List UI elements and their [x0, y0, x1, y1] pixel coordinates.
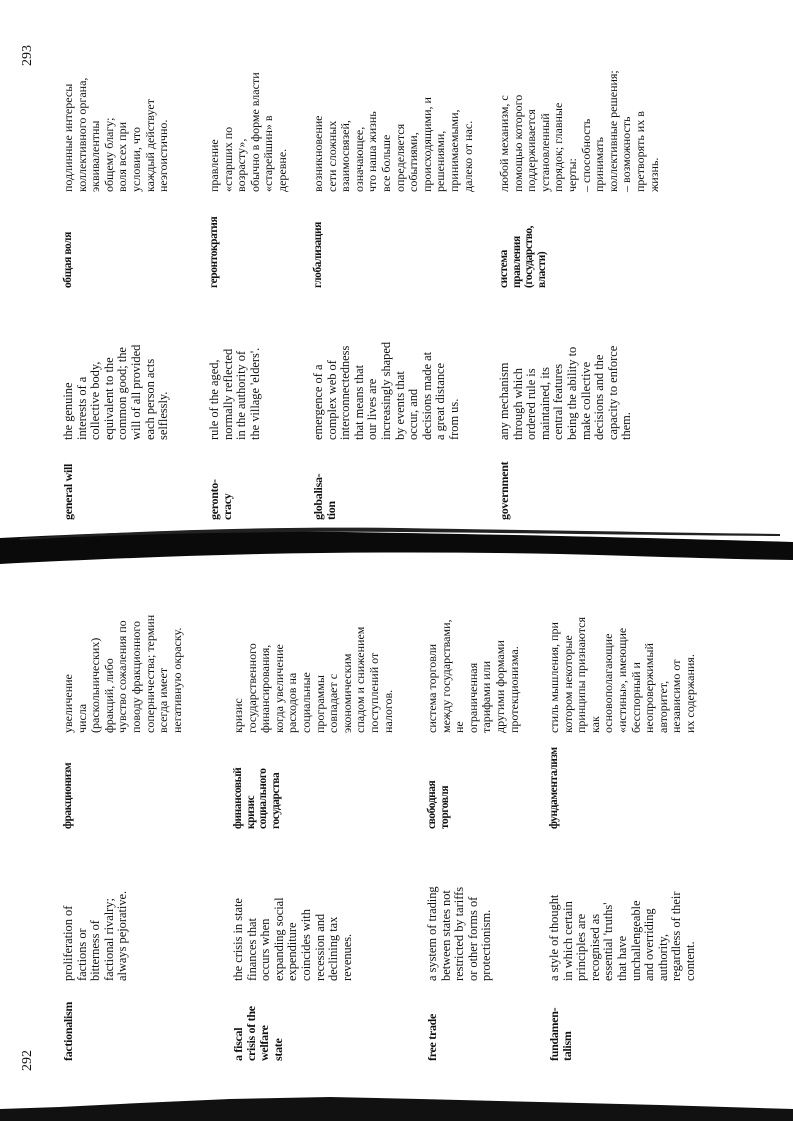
entry-ru-term: геронтократия: [208, 216, 220, 288]
entry-term: general will: [61, 463, 75, 520]
entry-definition: emergence of a complex web of interconnectedness that means that our lives are increasingly shaped by events that occur, and decisions made at a great distance from us.: [311, 341, 461, 440]
entry-ru-term: финансовый кризис социального государства: [232, 767, 282, 829]
entry-term: fundamen- talism: [547, 1007, 575, 1061]
entry-term: a fiscal crisis of the welfare state: [231, 1006, 285, 1061]
entry-ru-term: система правления (государство, власти): [498, 225, 548, 288]
entry-definition: any mechanism through which ordered rule is maintained, its central features being the ability to make collective decisions and the capacity to enforce them.: [497, 345, 634, 440]
entry-ru-definition: подлинные интересы коллективного органа, эквивалентны общему благу; воля всех при условии, что каждый действует неэгоистично.: [61, 77, 171, 192]
entry-definition: a system of trading between states not restricted by tariffs or other forms of protectionism.: [425, 886, 494, 981]
entry-definition: rule of the aged, normally reflected in the authority of the village 'elders'.: [207, 347, 262, 440]
entry-ru-definition: система торговли между государствами, не ограниченная тарифами или другими формами протекционизма.: [425, 619, 521, 733]
entry-term: free trade: [425, 1013, 439, 1061]
entry-definition: the crisis in state finances that occurs when expanding social expenditure coincides with recession and declining tax revenues.: [231, 897, 354, 981]
entry-ru-definition: правление «старших по возрасту», обычно в форме власти «старейшин» в деревне.: [207, 72, 289, 192]
entry-term: geronto- cracy: [207, 479, 235, 520]
entry-ru-term: общая воля: [62, 232, 74, 288]
right-page: [0, 0, 793, 560]
entry-definition: the genuine interests of a collective body, equivalent to the common good; the will of all provided each person acts selflessly.: [61, 344, 171, 440]
entry-definition: a style of thought in which certain principles are recognised as essential 'truths' that have unchallengeable and overriding authority, regardless of their content.: [547, 891, 697, 981]
entry-term: factionalism: [61, 1001, 75, 1061]
entry-ru-definition: увеличение числа (раскольнических) фракций, либо чувство сожаления по поводу фракционного соперничества; термин всегда имеет негативную окраску.: [61, 614, 184, 733]
entry-term: government: [497, 461, 511, 520]
entry-ru-definition: возникновение сети сложных взаимосвязей, означающее, что наша жизнь все больше определяется событиями, происходящими, и решениями, принимаемыми, далеко от нас.: [311, 97, 475, 192]
page-number: 292: [20, 1050, 35, 1071]
entry-ru-term: фракционизм: [62, 762, 74, 829]
entry-ru-definition: кризис государственного финансирования, когда увеличение расходов на социальные программы совпадает с экономическим спадом и снижением поступлений от налогов.: [231, 626, 395, 733]
entry-term: globalisa- tion: [311, 473, 339, 520]
entry-ru-term: свободная торговля: [426, 780, 451, 829]
entry-ru-definition: стиль мышления, при котором некоторые принципы признаются как основополагающие «истины», имеющие бесспорный и неопровержимый авторитет, независимо от их содержания.: [547, 617, 697, 733]
entry-ru-term: фундаментализм: [548, 747, 560, 829]
left-page: [0, 561, 793, 1121]
entry-ru-term: глобализация: [312, 222, 324, 288]
page-number: 293: [20, 45, 35, 66]
entry-definition: proliferation of factions or bitterness of factional rivalry; always pejorative.: [61, 890, 130, 981]
entry-ru-definition: любой механизм, с помощью которого поддерживается установленный порядок; главные черты: – способность принимать коллективные решения; – возможность претворять их в жизнь.: [497, 70, 661, 192]
